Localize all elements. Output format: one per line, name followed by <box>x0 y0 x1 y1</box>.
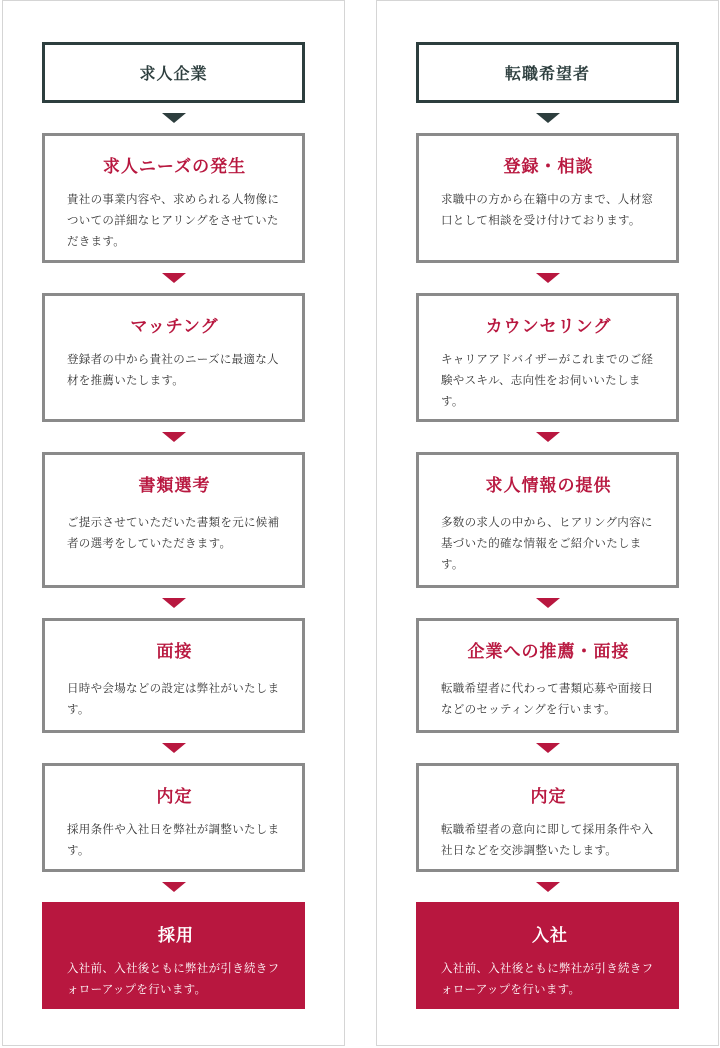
flow-step <box>416 133 679 263</box>
flow-arrow-icon <box>162 273 186 283</box>
flow-step <box>42 452 305 588</box>
flow-step <box>42 618 305 733</box>
step-title: 書類選考 <box>138 476 211 496</box>
flow-arrow-icon <box>162 113 186 123</box>
jobseeker-flow-header: 転職希望者 <box>416 42 679 103</box>
flow-step <box>416 763 679 872</box>
step-description: 採用条件や入社日を弊社が調整いたします。 <box>67 822 280 857</box>
step-title: 面接 <box>156 642 193 662</box>
step-description: 転職希望者に代わって書類応募や面接日などのセッティングを行います。 <box>441 681 654 716</box>
flow-arrow-icon <box>162 882 186 892</box>
flow-step <box>42 133 305 263</box>
step-description: 日時や会場などの設定は弊社がいたします。 <box>67 681 280 716</box>
step-title: 求人情報の提供 <box>485 476 612 496</box>
step-title: 内定 <box>530 787 567 807</box>
step-title: 求人ニーズの発生 <box>102 157 247 177</box>
step-title: 企業への推薦・面接 <box>467 642 630 662</box>
flow-arrow-icon <box>536 743 560 753</box>
step-description: 多数の求人の中から、ヒアリング内容に基づいた的確な情報をご紹介いたします。 <box>441 515 653 571</box>
step-title: 登録・相談 <box>503 157 594 177</box>
flow-step <box>42 763 305 872</box>
step-description: 登録者の中から貴社のニーズに最適な人材を推薦いたします。 <box>67 352 279 387</box>
step-title: 採用 <box>158 926 194 946</box>
flow-step <box>416 293 679 422</box>
step-description: 貴社の事業内容や、求められる人物像についての詳細なヒアリングをさせていただきます。 <box>67 192 280 248</box>
flow-arrow-icon <box>536 432 560 442</box>
step-description: 求職中の方から在籍中の方まで、人材窓口として相談を受け付けております。 <box>441 192 654 227</box>
flow-step-final <box>42 902 305 1009</box>
flow-arrow-icon <box>162 598 186 608</box>
step-description: キャリアアドバイザーがこれまでのご経験やスキル、志向性をお伺いいたします。 <box>441 352 654 408</box>
step-title: 入社 <box>532 926 568 946</box>
flow-arrow-icon <box>162 743 186 753</box>
flow-arrow-icon <box>162 432 186 442</box>
step-title: カウンセリング <box>485 317 612 337</box>
flow-step-final <box>416 902 679 1009</box>
flow-step <box>416 452 679 588</box>
company-flow-column <box>2 0 345 1046</box>
flow-arrow-icon <box>536 598 560 608</box>
step-description: 入社前、入社後ともに弊社が引き続きフォローアップを行います。 <box>67 961 280 996</box>
step-title: マッチング <box>130 317 219 337</box>
flow-arrow-icon <box>536 113 560 123</box>
flow-arrow-icon <box>536 273 560 283</box>
step-title: 内定 <box>156 787 193 807</box>
company-flow-header: 求人企業 <box>42 42 305 103</box>
flow-arrow-icon <box>536 882 560 892</box>
jobseeker-flow-column <box>376 0 719 1046</box>
flow-step <box>42 293 305 422</box>
step-description: ご提示させていただいた書類を元に候補者の選考をしていただきます。 <box>67 515 280 550</box>
step-description: 入社前、入社後ともに弊社が引き続きフォローアップを行います。 <box>441 961 654 996</box>
step-description: 転職希望者の意向に即して採用条件や入社日などを交渉調整いたします。 <box>441 822 654 857</box>
flow-step <box>416 618 679 733</box>
